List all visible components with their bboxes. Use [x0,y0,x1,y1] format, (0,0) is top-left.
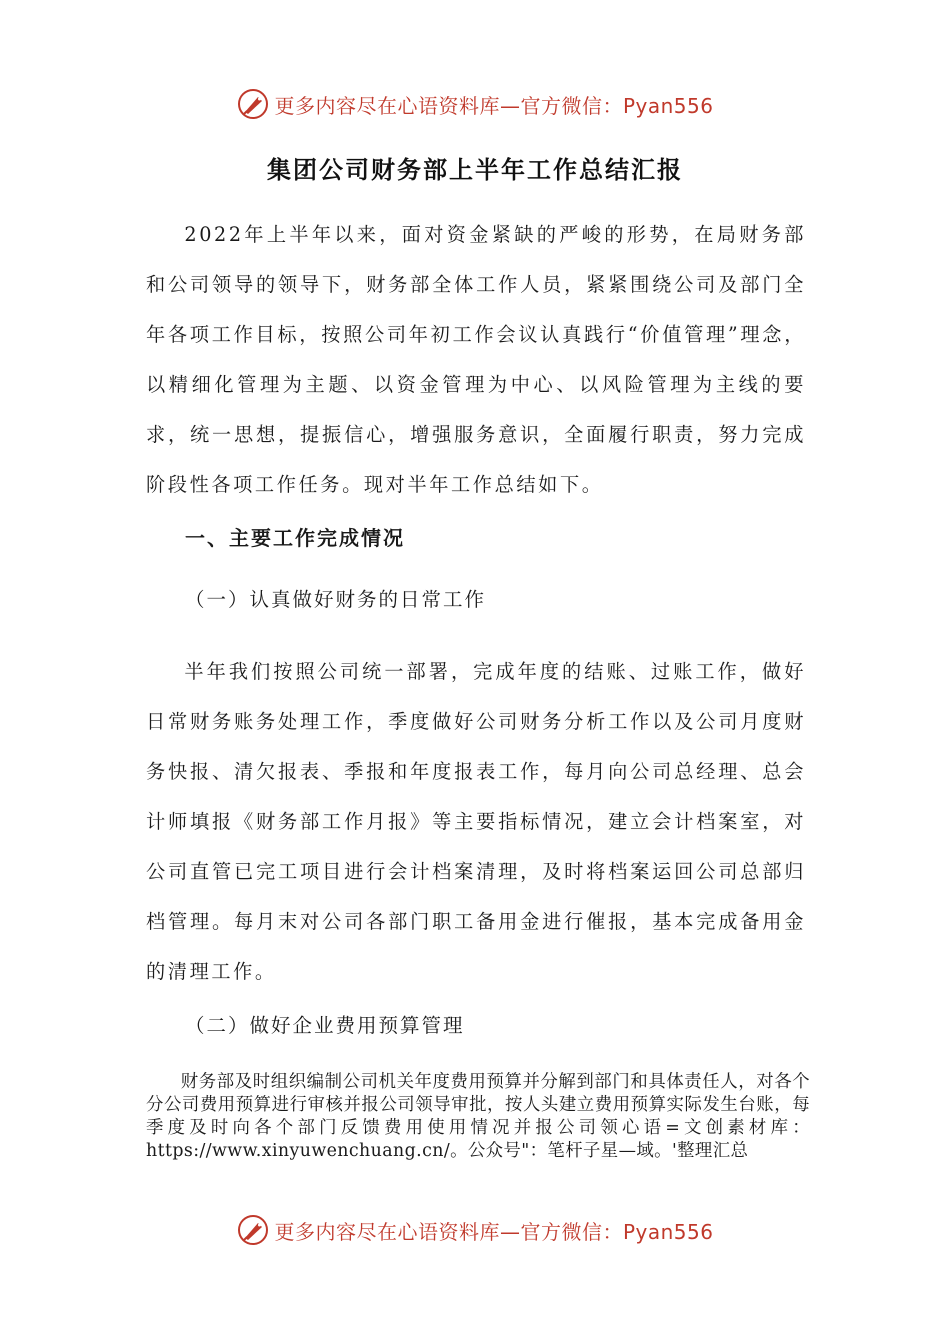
intro-paragraph-block [146,210,806,510]
pen-nib-logo-icon [236,87,270,121]
section-heading-main-work: 一、主要工作完成情况 [185,526,405,550]
pen-nib-logo-icon [236,1213,270,1247]
subsection-heading-daily-work: （一）认真做好财务的日常工作 [185,588,487,611]
intro-paragraph: 2022年上半年以来，面对资金紧缺的严峻的形势，在局财务部和公司领导的领导下，财务部全体工作人员，紧紧围绕公司及部门全年各项工作目标，按照公司年初工作会议认真践行“价值管理”理念，以精细化管理为主题、以资金管理为中心、以风险管理为主线的要求，统一思想，提振信心，增强服务意识，全面履行职责，努力完成阶段性各项工作任务。现对半年工作总结如下。 [146,223,806,496]
watermark-banner-bottom [0,1210,950,1250]
watermark-banner-top [0,84,950,124]
watermark-text: 更多内容尽在心语资料库—官方微信：Pyan556 [274,93,714,118]
daily-work-paragraph-block [146,647,806,997]
document-title: 集团公司财务部上半年工作总结汇报 [267,156,683,184]
subsection-heading-budget: （二）做好企业费用预算管理 [185,1014,465,1037]
daily-work-paragraph: 半年我们按照公司统一部署，完成年度的结账、过账工作，做好日常财务账务处理工作，季度做好公司财务分析工作以及公司月度财务快报、清欠报表、季报和年度报表工作，每月向公司总经理、总会计师填报《财务部工作月报》等主要指标情况，建立会计档案室，对公司直管已完工项目进行会计档案清理，及时将档案运回公司总部归档管理。每月末对公司各部门职工备用金进行催报，基本完成备用金的清理工作。 [146,660,806,983]
watermark-text: 更多内容尽在心语资料库—官方微信：Pyan556 [274,1219,714,1244]
budget-paragraph: 财务部及时组织编制公司机关年度费用预算并分解到部门和具体责任人，对各个分公司费用预算进行审核并报公司领导审批，按人头建立费用预算实际发生台账，每季度及时向各个部门反馈费用使用情况并报公司领心语=文创素材库：https://www.xinyuwenchuang.cn/。公众号"：笔杆子星—域。'整理汇总 [146,1072,810,1161]
budget-paragraph-block [146,1071,810,1163]
